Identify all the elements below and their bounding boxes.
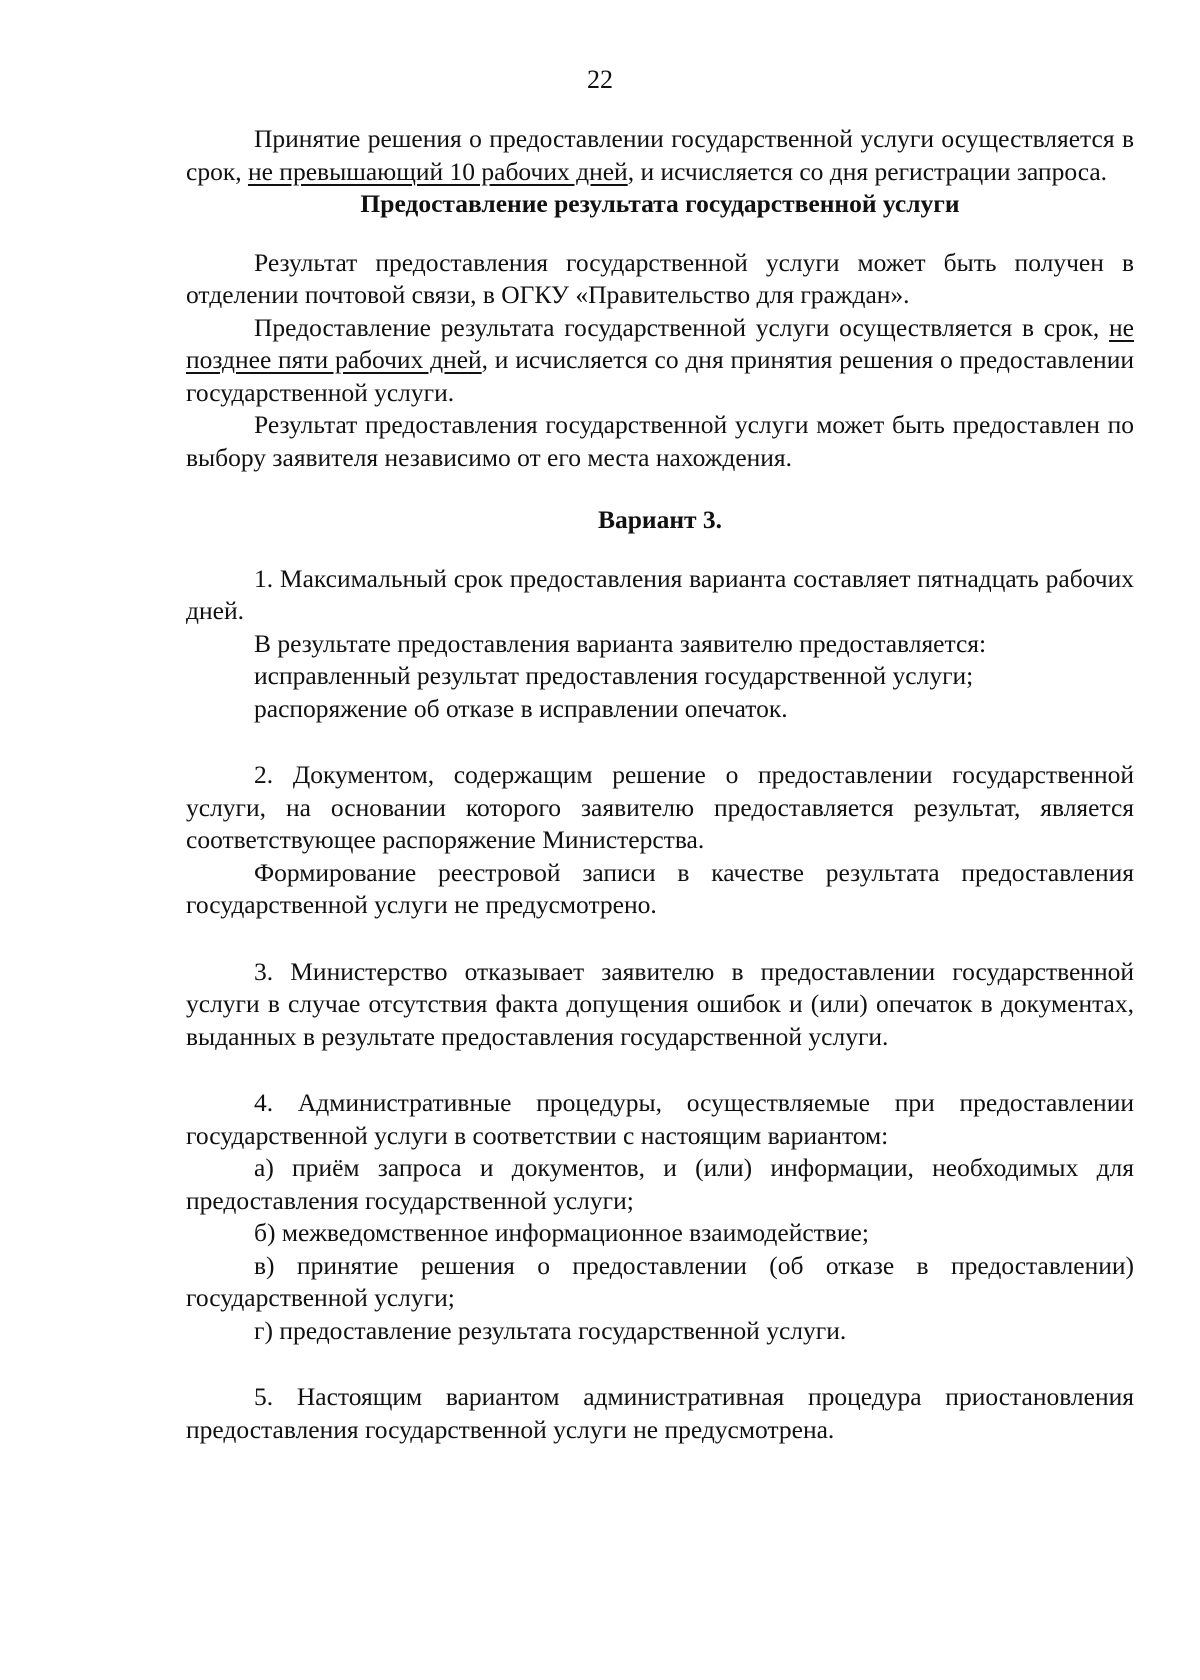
item-4a: а) приём запроса и документов, и (или) информации, необходимых для предоставления государственной услуги; — [186, 1153, 1134, 1215]
item-4d: г) предоставление результата государственной услуги. — [254, 1315, 847, 1345]
item-4b: б) межведомственное информационное взаимодействие; — [254, 1218, 869, 1247]
paragraph-result-location: Результат предоставления государственной услуги может быть предоставлен по выбору заявителя независимо от его места нахождения. — [186, 410, 1134, 472]
section-heading-variant: Вариант 3. — [597, 505, 723, 534]
text-run: Предоставление результата государственной услуги осуществляется в срок, — [254, 312, 1110, 342]
page-number: 22 — [587, 65, 613, 94]
underlined-term: не позднее пяти рабочих дней — [186, 312, 1134, 374]
item-1-result-intro: В результате предоставления варианта заявителю предоставляется: — [254, 628, 987, 658]
text-run: , и исчисляется со дня принятия решения о предоставлении государственной услуги. — [186, 345, 1134, 407]
item-4-procedures: 4. Административные процедуры, осуществляемые при предоставлении государственной услуги в соответствии с настоящим вариантом: — [186, 1088, 1134, 1150]
item-2-decision-document: 2. Документом, содержащим решение о предоставлении государственной услуги, на основании которого заявителю предоставляется результат, является соответствующее распоряжение Министерства. — [186, 760, 1134, 854]
underlined-term: не превышающий 10 рабочих дней — [247, 156, 628, 186]
section-heading-result: Предоставление результата государственной услуги — [360, 189, 960, 218]
item-1-result-corrected: исправленный результат предоставления государственной услуги; — [254, 661, 974, 690]
item-2-registry-record: Формирование реестровой записи в качестве результата предоставления государственной услуги не предусмотрено. — [186, 857, 1134, 919]
paragraph-result-channels: Результат предоставления государственной услуги может быть получен в отделении почтовой связи, в ОГКУ «Правительство для граждан». — [186, 247, 1134, 309]
item-5-suspension: 5. Настоящим вариантом административная процедура приостановления предоставления государственной услуги не предусмотрена. — [186, 1382, 1134, 1444]
item-1-result-refusal: распоряжение об отказе в исправлении опечаток. — [254, 693, 788, 723]
item-4c: в) принятие решения о предоставлении (об отказе в предоставлении) государственной услуги; — [186, 1250, 1134, 1312]
paragraph-result-term — [186, 312, 1134, 410]
document-body — [186, 123, 1134, 1446]
item-1-max-term: 1. Максимальный срок предоставления варианта составляет пятнадцать рабочих дней. — [186, 563, 1134, 625]
paragraph-decision-term — [186, 123, 1134, 188]
item-3-refusal-grounds: 3. Министерство отказывает заявителю в предоставлении государственной услуги в случае отсутствия факта допущения ошибок и (или) опечаток в документах, выданных в результате предоставления государственной услуги. — [186, 956, 1134, 1051]
text-run: , и исчисляется со дня регистрации запроса. — [627, 156, 1108, 186]
text-run: Принятие решения о предоставлении государственной услуги осуществляется в срок, — [186, 124, 1134, 186]
